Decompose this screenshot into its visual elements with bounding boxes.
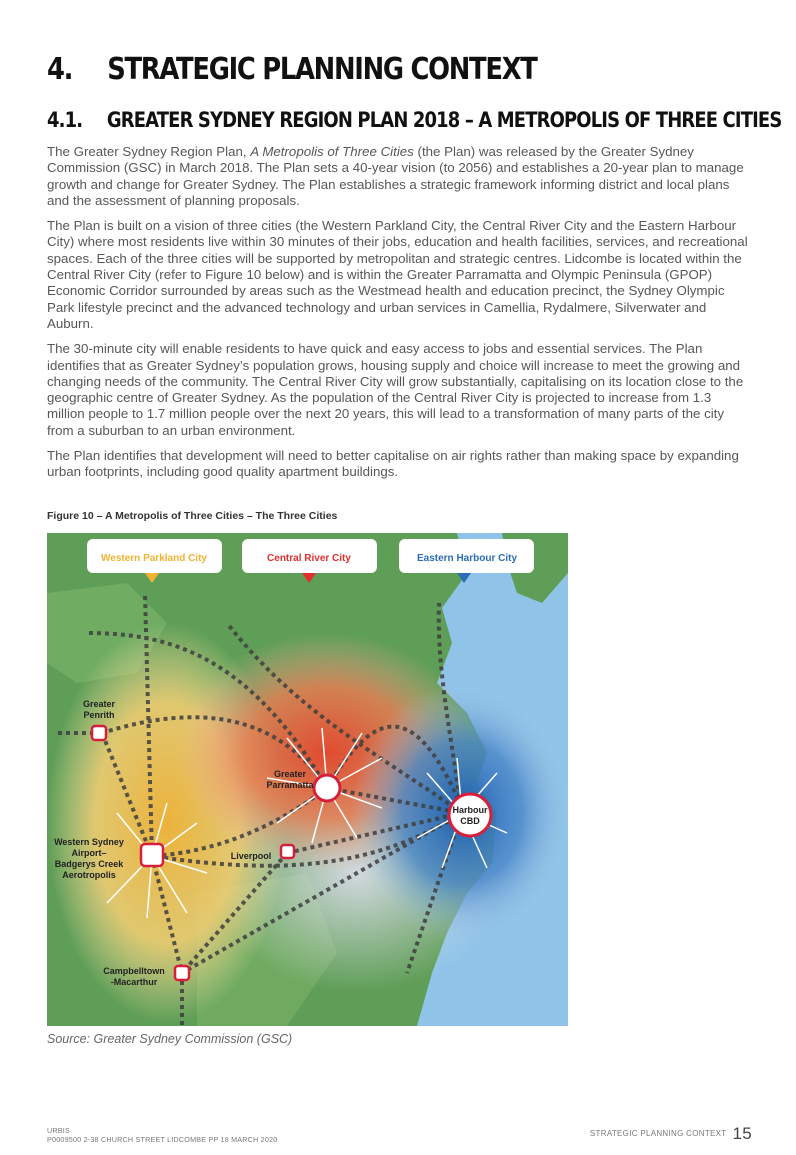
- label-airport-2: Airport–: [71, 848, 107, 858]
- label-liverpool: Liverpool: [230, 851, 272, 861]
- footer-right: [590, 1124, 752, 1144]
- heading-1-number: 4.: [47, 52, 73, 87]
- paragraph-1-part-a: The Greater Sydney Region Plan,: [47, 144, 251, 159]
- figure-caption: Figure 10 – A Metropolis of Three Cities – The Three Cities: [47, 510, 338, 522]
- footer-reference: P0009500 2-38 CHURCH STREET LIDCOMBE PP 18 MARCH 2020: [47, 1135, 278, 1144]
- paragraph-4: The Plan identifies that development will need to better capitalise on air rights rather than making space by expanding urban footprints, including good quality apartment buildings.: [47, 448, 739, 480]
- heading-1: [47, 52, 537, 87]
- label-cbd-1: Harbour: [452, 805, 488, 815]
- footer-company: URBIS: [47, 1126, 70, 1135]
- paragraph-2: The Plan is built on a vision of three cities (the Western Parkland City, the Central River City and the Eastern Harbour City) where most residents live within 30 minutes of their jobs, education and health facilities, services, and recreational spaces. Each of the three cities will be supported by metropolitan and strategic centres. Lidcombe is located within the Central River City (refer to Figure 10 below) and is within the Greater Parramatta and Olympic Peninsula (GPOP) Economic Corridor surrounded by areas such as the Westmead health and education precinct, the Sydney Olympic Park lifestyle precinct and the advanced technology and urban services in Camellia, Rydalmere, Silverwater and Auburn.: [47, 218, 748, 331]
- page-number: 15: [732, 1124, 752, 1143]
- cbd-marker: [449, 794, 491, 836]
- heading-2: [47, 108, 781, 132]
- footer-left: [47, 1126, 277, 1144]
- campbelltown-marker: [175, 966, 189, 980]
- label-parramatta-2: Parramatta: [266, 780, 314, 790]
- liverpool-marker: [281, 845, 294, 858]
- airport-marker: [141, 844, 163, 866]
- label-parramatta-1: Greater: [273, 769, 307, 779]
- three-cities-map: [47, 533, 568, 1026]
- label-penrith-1: Greater: [82, 699, 116, 709]
- body-text: [47, 144, 752, 490]
- paragraph-1: [47, 144, 752, 209]
- label-penrith-2: Penrith: [83, 710, 115, 720]
- legend-western-label: Western Parkland City: [101, 553, 207, 564]
- legend-central-label: Central River City: [267, 553, 351, 564]
- label-campbelltown-1: Campbelltown: [103, 966, 165, 976]
- footer-section: STRATEGIC PLANNING CONTEXT: [589, 1129, 727, 1138]
- label-airport-4: Aerotropolis: [62, 870, 116, 880]
- heading-2-number: 4.1.: [47, 108, 83, 132]
- paragraph-1-part-b: (the Plan) was released by the Greater Sydney Commission (GSC) in March 2018. The Plan sets a 40-year vision (to 2056) and establishes a 20-year plan to manage growth and change for Greater Sydney. The Plan establishes a strategic framework informing district and local plans and the assessment of planning proposals.: [47, 144, 744, 208]
- label-airport-3: Badgerys Creek: [54, 859, 124, 869]
- label-airport-1: Western Sydney: [54, 837, 124, 847]
- heading-2-title: GREATER SYDNEY REGION PLAN 2018 – A METROPOLIS OF THREE CITIES: [106, 108, 782, 132]
- paragraph-3: The 30-minute city will enable residents to have quick and easy access to jobs and essential services. The Plan identifies that as Greater Sydney’s population grows, housing supply and choice will increase to meet the growing and changing needs of the community. The Central River City will grow substantially, capitalising on its location close to the geographic centre of Greater Sydney. As the population of the Central River City is projected to increase from 1.3 million people to 1.7 million people over the next 20 years, this will lead to a transformation of many parts of the city from a suburban to an urban environment.: [47, 341, 744, 438]
- parramatta-marker: [314, 775, 340, 801]
- plan-title-italic: A Metropolis of Three Cities: [250, 144, 414, 159]
- penrith-marker: [92, 726, 106, 740]
- label-cbd-2: CBD: [460, 816, 480, 826]
- label-campbelltown-2: -Macarthur: [110, 977, 158, 987]
- heading-1-title: STRATEGIC PLANNING CONTEXT: [107, 52, 537, 87]
- legend-eastern-label: Eastern Harbour City: [416, 553, 518, 564]
- figure-source: Source: Greater Sydney Commission (GSC): [47, 1032, 293, 1046]
